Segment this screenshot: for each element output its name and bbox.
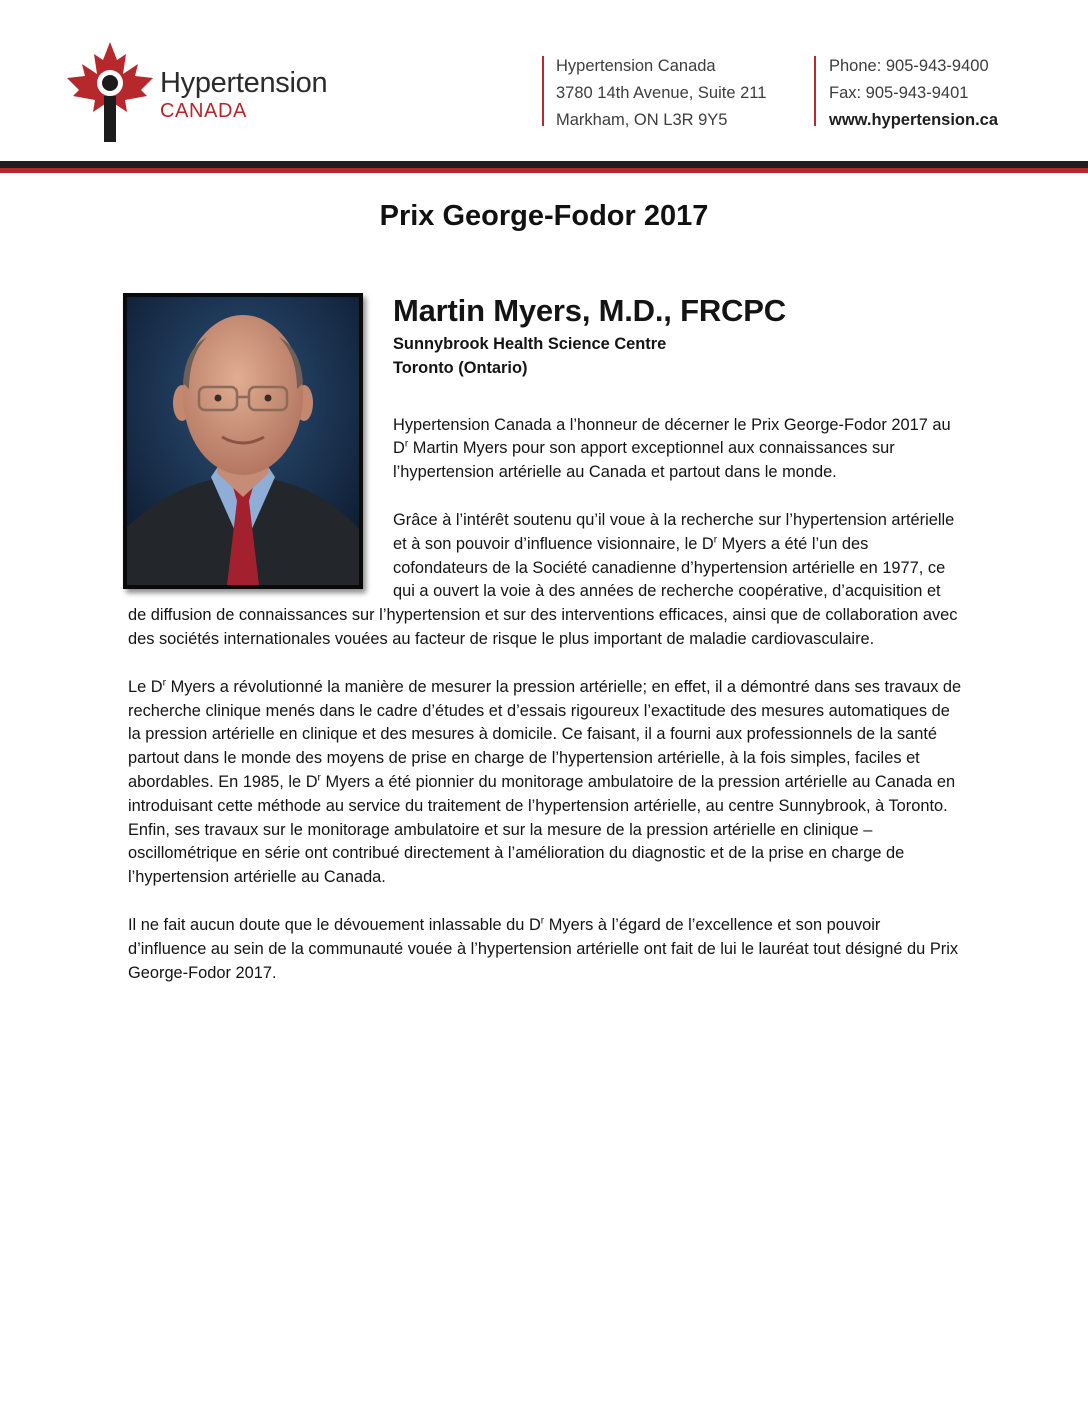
text-run: Myers a été pionnier du monitorage ambulatoire de la pression artérielle au Canada en introduisant cette méthode au service du traitement de l’hypertension artérielle, au centre Sunnybrook, à Toronto. Enfin, ses travaux sur le monitorage ambulatoire et sur la mesure de la pression artérielle en clinique – oscillométrique en série ont contribué directement à l’amélioration du diagnostic et de la prise en charge de l’hypertension artérielle au Canada. xyxy=(128,772,956,887)
recipient-name: Martin Myers, M.D., FRCPC xyxy=(393,293,786,328)
maple-leaf-i-icon xyxy=(62,40,158,144)
text-run: Myers a révolutionné la manière de mesurer la pression artérielle; en effet, il a démontré dans ses travaux de recherche clinique menés dans le cadre d’études et d’essais rigoureux l’exactitude des mesures automatiques de la pression artérielle en clinique et des mesures à domicile. Ce faisant, il a fourni aux professionnels de la santé partout dans le monde des moyens de prise en charge de l’hypertension artérielle, à la fois simples, faciles et abordables. En 1985, le D xyxy=(128,677,962,791)
header-divider xyxy=(542,56,544,126)
page-title: Prix George-Fodor 2017 xyxy=(379,200,709,232)
header-divider xyxy=(814,56,816,126)
address-line: Markham, ON L3R 9Y5 xyxy=(556,111,728,129)
body-paragraph xyxy=(128,676,963,890)
organization-address xyxy=(556,53,766,134)
fax-number: Fax: 905-943-9401 xyxy=(829,84,969,102)
text-run: Il ne fait aucun doute que le dévouement inlassable du D xyxy=(128,915,541,934)
recipient-institution: Sunnybrook Health Science Centre xyxy=(393,335,667,353)
contact-info xyxy=(829,53,998,134)
superscript: r xyxy=(162,677,167,689)
text-run: Le D xyxy=(128,677,163,696)
phone-number: Phone: 905-943-9400 xyxy=(829,57,989,75)
address-line: Hypertension Canada xyxy=(556,57,716,75)
superscript: r xyxy=(404,438,409,450)
award-content xyxy=(128,293,963,1009)
superscript: r xyxy=(317,772,321,784)
text-run: Martin Myers pour son apport exceptionnel aux connaissances sur l’hypertension artérielle au Canada et partout dans le monde. xyxy=(393,439,895,482)
superscript: r xyxy=(713,534,718,546)
header-band-dark xyxy=(0,161,1088,168)
body-paragraph xyxy=(128,914,963,985)
recipient-city: Toronto (Ontario) xyxy=(393,358,528,377)
portrait-photo xyxy=(123,293,363,589)
logo-subtitle: CANADA xyxy=(160,100,247,122)
text-run: Myers à l’égard de l’excellence et son pouvoir d’influence au sein de la communauté vouée à l’hypertension artérielle ont fait de lui le lauréat tout désigné du Prix George-Fodor 2017. xyxy=(128,915,959,982)
text-run: Grâce à l’intérêt soutenu qu’il voue à la recherche sur l’hypertension artérielle et à son pouvoir d’influence visionnaire, le D xyxy=(393,510,955,553)
text-run: Hypertension Canada a l’honneur de décerner le Prix George-Fodor 2017 au D xyxy=(393,415,951,458)
logo-wordmark: Hypertension xyxy=(160,67,328,99)
header-band-red xyxy=(0,168,1088,173)
superscript: r xyxy=(540,915,545,927)
website-link[interactable]: www.hypertension.ca xyxy=(829,111,999,129)
text-run: Myers a été l’un des cofondateurs de la Société canadienne d’hypertension artérielle en 1977, ce qui a ouvert la voie à des années de recherche coopérative, d’acquisition et de diffusion de connaissances sur l’hypertension et sur des interventions efficaces, ainsi que de collaboration avec des sociétés internationales vouées au facteur de risque le plus important de maladie cardiovasculaire. xyxy=(128,534,958,648)
hypertension-canada-logo xyxy=(62,40,352,144)
address-line: 3780 14th Avenue, Suite 211 xyxy=(556,84,767,102)
